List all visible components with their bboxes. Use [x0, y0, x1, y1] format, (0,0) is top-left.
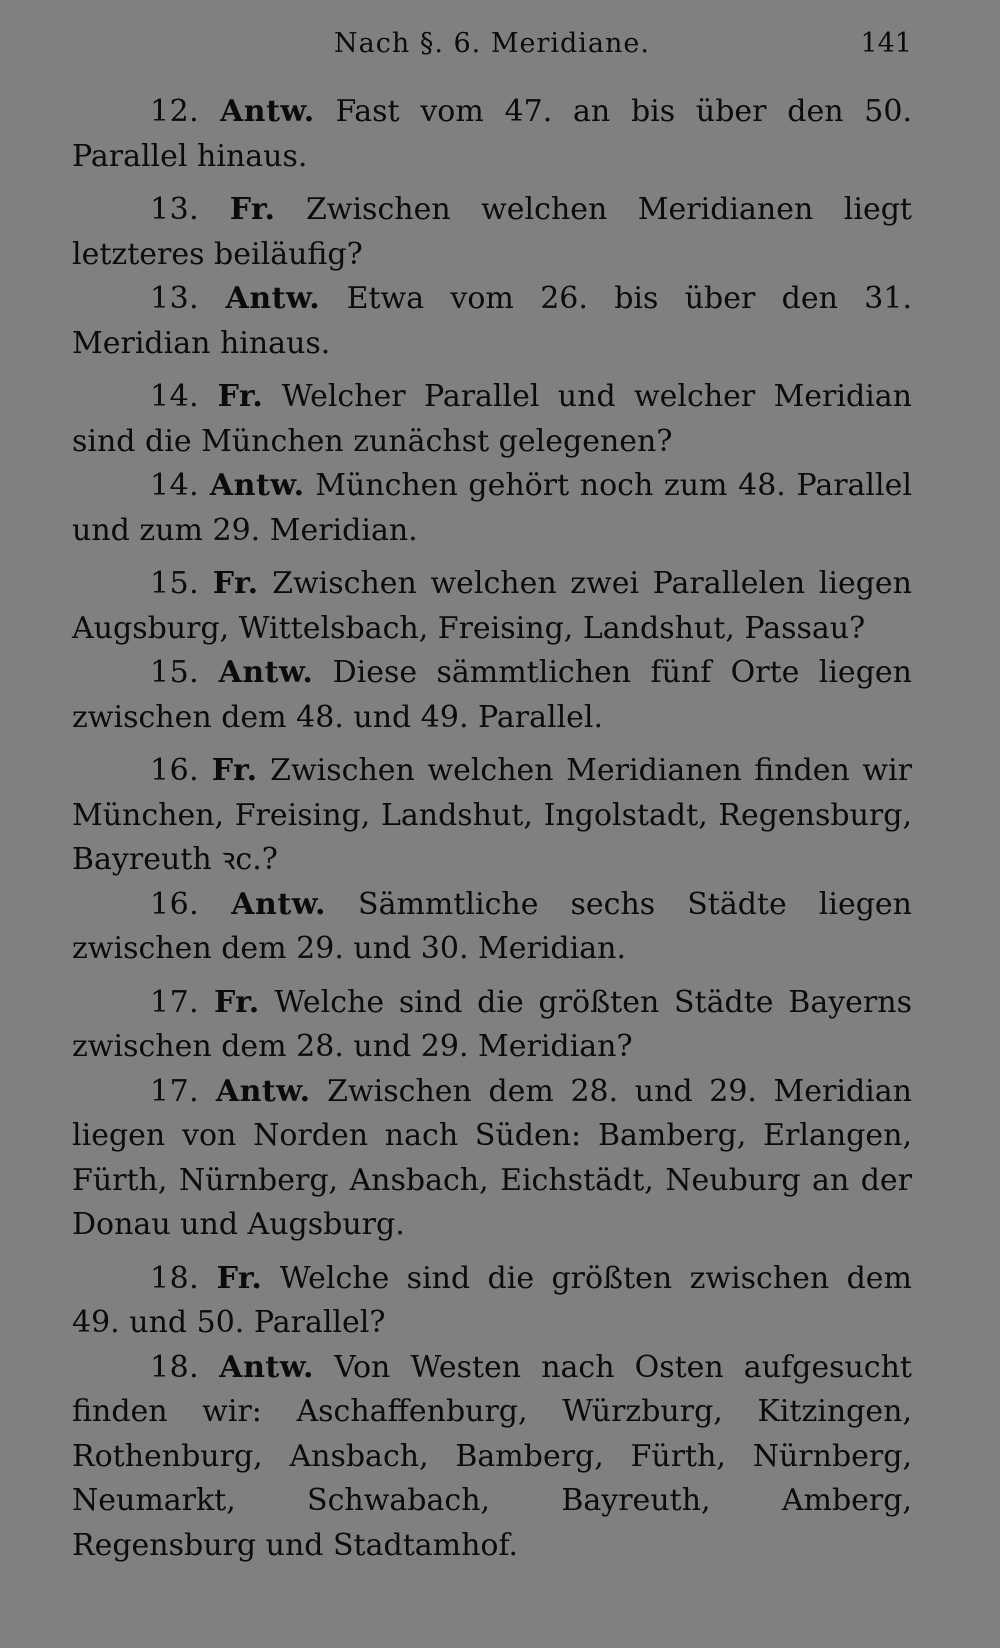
entry-label: Fr. — [212, 566, 259, 601]
entry-number: 17. — [150, 1073, 200, 1109]
entry-label: Fr. — [217, 379, 264, 414]
entry-label: Antw. — [215, 1073, 311, 1109]
answer-17 — [72, 1070, 912, 1248]
entry-text: Zwischen welchen Meridianen finden wir München, Freising, Landshut, Ingolstadt, Regensburg, Bayreuth ꝛc.? — [72, 753, 912, 877]
answer-16 — [72, 883, 912, 972]
entry-label: Antw. — [225, 281, 321, 316]
entry-text: Fast vom 47. an bis über den 50. Parallel hinaus. — [72, 94, 913, 174]
entry-text: Zwischen welchen Meridianen liegt letzteres beiläufig? — [72, 192, 912, 272]
entry-number: 18. — [150, 1349, 200, 1385]
entry-number: 16. — [150, 753, 200, 788]
entry-label: Antw. — [231, 886, 326, 922]
running-head-title: Nach §. 6. Meridiane. — [334, 28, 650, 59]
entry-number: 15. — [150, 566, 200, 601]
answer-18 — [72, 1346, 912, 1569]
entry-number: 15. — [150, 655, 200, 690]
text-body — [72, 90, 912, 1568]
answer-15 — [72, 651, 912, 740]
entry-label: Fr. — [229, 192, 276, 227]
entry-text: Diese sämmtlichen fünf Orte liegen zwischen dem 48. und 49. Parallel. — [72, 655, 912, 735]
answer-14 — [72, 464, 912, 553]
question-15 — [72, 562, 912, 651]
entry-label: Antw. — [219, 1349, 314, 1385]
entry-text: Sämmtliche sechs Städte liegen zwischen dem 29. und 30. Meridian. — [72, 886, 912, 966]
entry-label: Antw. — [219, 94, 315, 129]
entry-text: Welche sind die größten zwischen dem 49. und 50. Parallel? — [72, 1260, 912, 1340]
entry-number: 13. — [150, 192, 200, 227]
entry-number: 12. — [150, 94, 200, 129]
entry-text: Etwa vom 26. bis über den 31. Meridian hinaus. — [72, 281, 912, 361]
question-17 — [72, 981, 912, 1070]
entry-text: Von Westen nach Osten aufgesucht finden wir: Aschaffenburg, Würzburg, Kitzingen, Rothenburg, Ansbach, Bamberg, Fürth, Nürnberg, Neumarkt, Schwabach, Bayreuth, Amberg, Regensburg und Stadtamhof. — [72, 1349, 912, 1563]
entry-label: Fr. — [213, 984, 260, 1020]
question-18 — [72, 1257, 912, 1346]
running-head — [72, 22, 912, 66]
entry-text: Zwischen welchen zwei Parallelen liegen Augsburg, Wittelsbach, Freising, Landshut, Passau? — [72, 566, 912, 646]
entry-label: Antw. — [218, 655, 314, 690]
entry-number: 17. — [150, 984, 200, 1020]
entry-text: Welcher Parallel und welcher Meridian sind die München zunächst gelegenen? — [72, 379, 912, 459]
question-14 — [72, 375, 912, 464]
entry-number: 18. — [150, 1260, 200, 1296]
entry-text: Welche sind die größten Städte Bayerns zwischen dem 28. und 29. Meridian? — [72, 984, 912, 1064]
entry-label: Antw. — [209, 468, 305, 503]
entry-label: Fr. — [211, 753, 258, 788]
question-16 — [72, 749, 912, 883]
entry-text: München gehört noch zum 48. Parallel und zum 29. Meridian. — [72, 468, 912, 548]
question-13 — [72, 188, 912, 277]
entry-number: 14. — [150, 379, 200, 414]
entry-number: 16. — [150, 886, 200, 922]
entry-number: 13. — [150, 281, 200, 316]
entry-number: 14. — [150, 468, 200, 503]
entry-label: Fr. — [216, 1260, 263, 1296]
entry-text: Zwischen dem 28. und 29. Meridian liegen von Norden nach Süden: Bamberg, Erlangen, Fürth, Nürnberg, Ansbach, Eichstädt, Neuburg an der Donau und Augsburg. — [72, 1073, 912, 1242]
page-number: 141 — [860, 28, 912, 59]
answer-12 — [72, 90, 912, 179]
answer-13 — [72, 277, 912, 366]
